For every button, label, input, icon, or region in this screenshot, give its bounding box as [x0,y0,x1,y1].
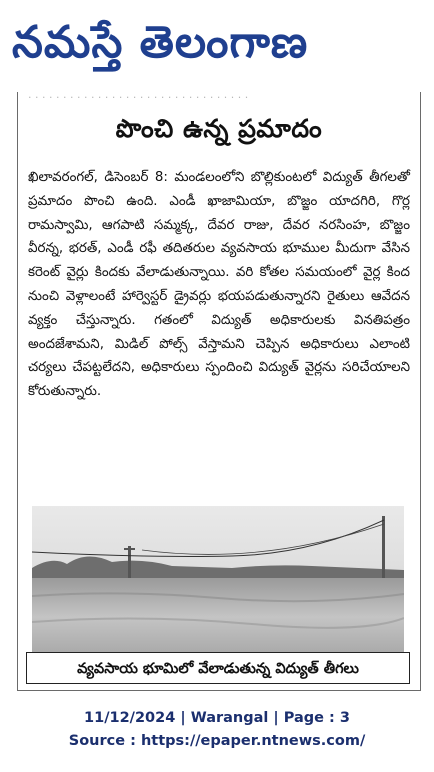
photo-caption: వ్యవసాయ భూమిలో వేలాడుతున్న విద్యుత్ తీగలు [26,652,410,684]
cut-edge-previous-article: . . . . . . . . . . . . . . . . . . . . . . . . . . . . . . . . [28,92,249,101]
source-url: Source : https://epaper.ntnews.com/ [68,733,366,749]
article-headline: పొంచి ఉన్న ప్రమాదం [115,114,323,143]
date-edition-page: 11/12/2024 | Warangal | Page : 3 [84,710,350,726]
article-clipping [17,92,421,691]
newspaper-logo: నమస్తే తెలంగాణ [12,17,309,68]
article-photo [32,506,404,656]
field-with-power-lines-image [32,506,404,656]
article-body: ఖిలావరంగల్, డిసెంబర్ 8: మండలంలోని బొల్లికుంటలో విద్యుత్ తీగలతో ప్రమాదం పొంచి ఉంది. ఎండీ ఖాజామియా, బొజ్జం యాదగిరి, గొర్ల రామస్వామి, ఆగపాటి సమ్మక్క, దేవర రాజు, దేవర నరసింహ, బొజ్జం వీరన్న, భరత్, ఎండీ రఫీ తదితరుల వ్యవసాయ భూముల మీదుగా వేసిన కరెంట్ వైర్లు కిందకు వేలాడుతున్నాయి. వరి కోతల సమయంలో వైర్ల కింద నుంచి వెళ్లాలంటే హార్వెస్టర్ డ్రైవర్లు భయపడుతున్నారని రైతులు ఆవేదన వ్యక్తం చేస్తున్నారు. గతంలో విద్యుత్ అధికారులకు వినతిపత్రం అందజేశామని, మిడిల్ పోల్స్ వేస్తామని చెప్పిన అధికారులు ఎలాంటి చర్యలు చేపట్టలేదని, అధికారులు స్పందించి విద్యుత్ వైర్లను సరిచేయాలని కోరుతున్నారు. [28,170,410,400]
source-info [0,707,434,753]
masthead [0,0,434,92]
